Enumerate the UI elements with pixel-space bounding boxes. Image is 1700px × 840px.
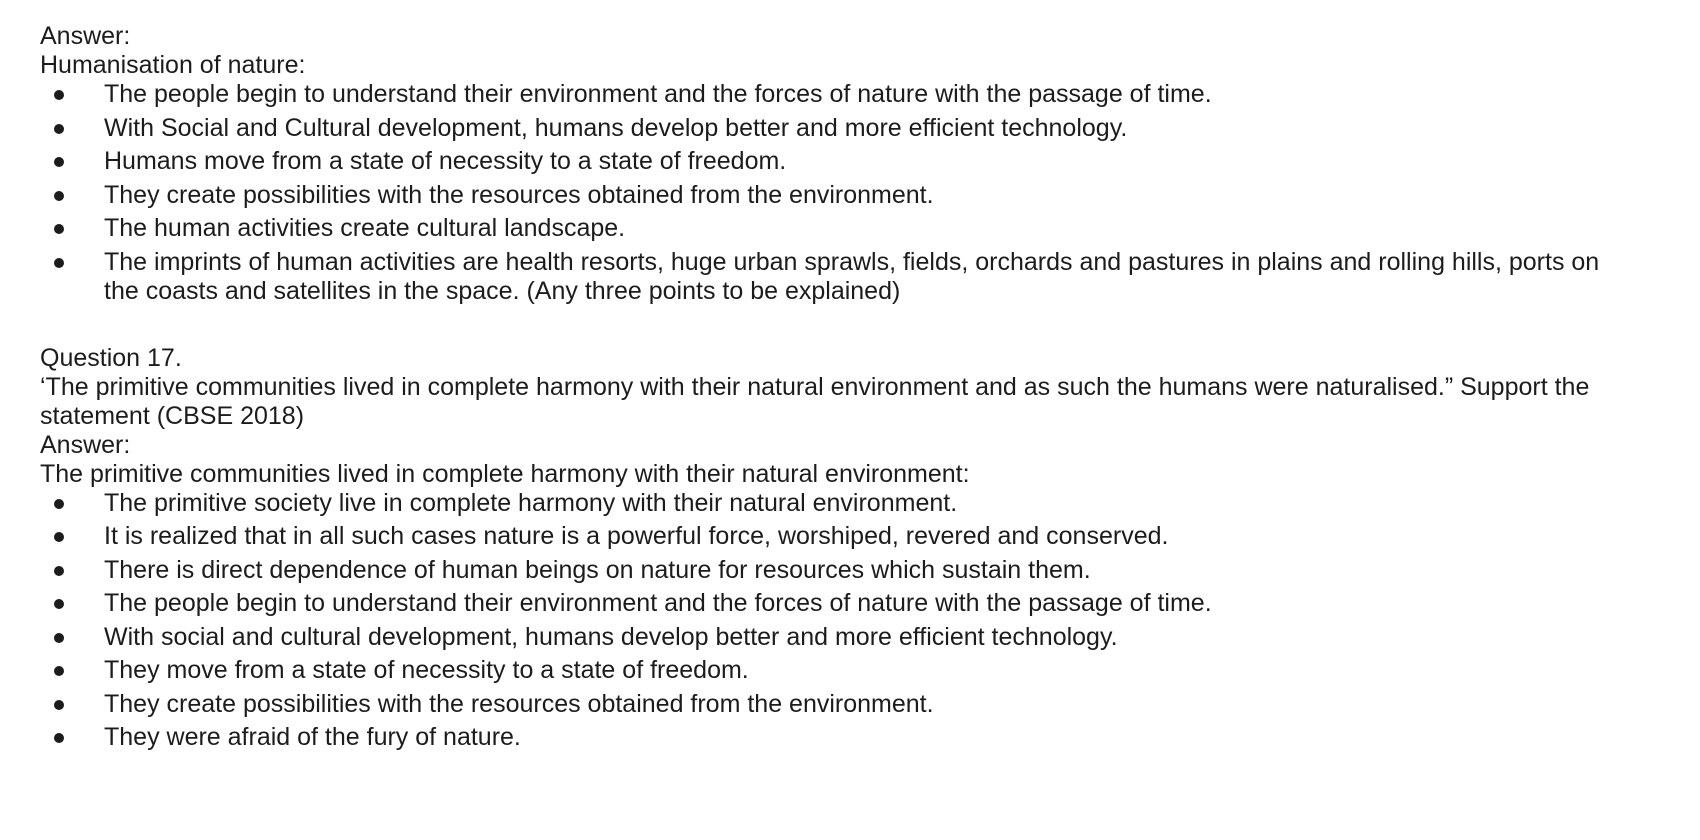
list-item: They create possibilities with the resources obtained from the environment. xyxy=(40,690,1640,719)
bullet-icon xyxy=(54,733,64,743)
bullet-icon xyxy=(54,666,64,676)
list-item: It is realized that in all such cases nature is a powerful force, worshiped, revered and conserved. xyxy=(40,522,1640,551)
question-text: ‘The primitive communities lived in complete harmony with their natural environment and as such the humans were naturalised.” Support the statement (CBSE 2018) xyxy=(40,372,1590,430)
list-item: With Social and Cultural development, humans develop better and more efficient technology. xyxy=(40,114,1640,143)
list-item: With social and cultural development, humans develop better and more efficient technology. xyxy=(40,623,1640,652)
bullet-list xyxy=(40,489,1700,753)
list-item: The primitive society live in complete harmony with their natural environment. xyxy=(40,489,1640,518)
list-item: They move from a state of necessity to a state of freedom. xyxy=(40,656,1640,685)
list-item: Humans move from a state of necessity to a state of freedom. xyxy=(40,147,1640,176)
answer-label: Answer: xyxy=(40,430,131,459)
bullet-icon xyxy=(54,157,64,167)
list-item: There is direct dependence of human beings on nature for resources which sustain them. xyxy=(40,556,1640,585)
bullet-icon xyxy=(54,499,64,509)
bullet-icon xyxy=(54,258,64,268)
bullet-icon xyxy=(54,224,64,234)
list-item: The people begin to understand their environment and the forces of nature with the passage of time. xyxy=(40,80,1640,109)
bullet-icon xyxy=(54,700,64,710)
bullet-icon xyxy=(54,599,64,609)
question-title: Question 17. xyxy=(40,343,182,372)
answer-label: Answer: xyxy=(40,22,131,50)
bullet-list xyxy=(40,80,1700,306)
list-item: They create possibilities with the resources obtained from the environment. xyxy=(40,181,1640,210)
answer-heading: The primitive communities lived in complete harmony with their natural environment: xyxy=(40,459,970,488)
bullet-icon xyxy=(54,90,64,100)
bullet-icon xyxy=(54,532,64,542)
bullet-icon xyxy=(54,191,64,201)
question-block xyxy=(40,344,1700,489)
section-heading: Humanisation of nature: xyxy=(40,51,306,79)
list-item: The imprints of human activities are health resorts, huge urban sprawls, fields, orchards and pastures in plains and rolling hills, ports on the coasts and satellites in the space. (Any three points to be explained) xyxy=(40,248,1640,306)
list-item: They were afraid of the fury of nature. xyxy=(40,723,1640,752)
bullet-icon xyxy=(54,124,64,134)
list-item: The human activities create cultural landscape. xyxy=(40,214,1640,243)
bullet-icon xyxy=(54,566,64,576)
bullet-icon xyxy=(54,633,64,643)
list-item: The people begin to understand their environment and the forces of nature with the passage of time. xyxy=(40,589,1640,618)
